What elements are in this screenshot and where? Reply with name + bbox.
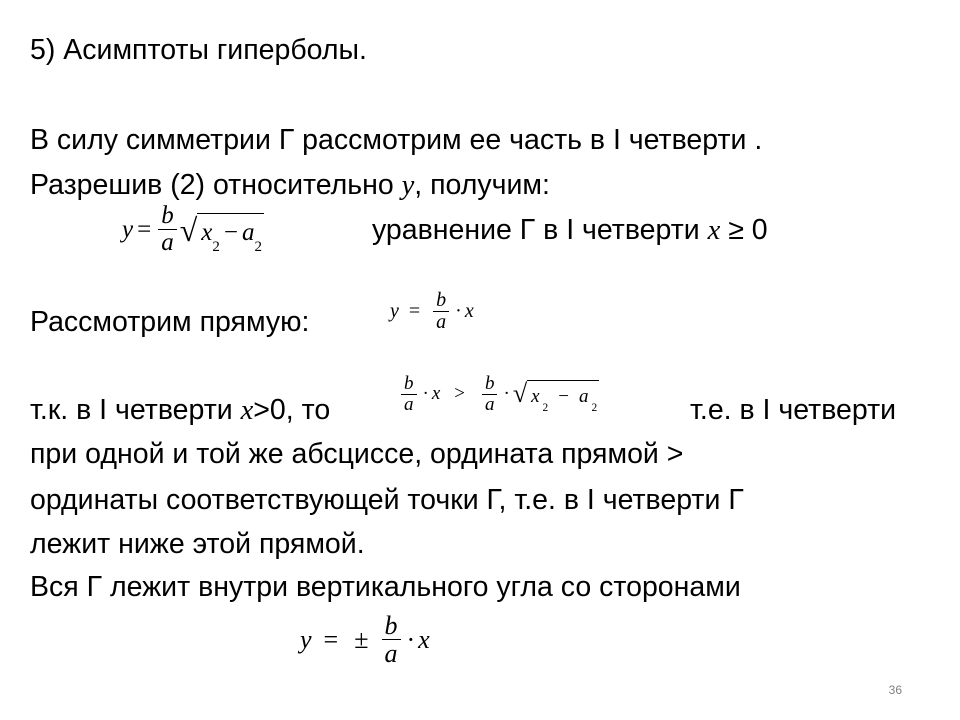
since-text-a: т.к. в I четверти <box>30 394 241 426</box>
solve-text-a: Разрешив (2) относительно <box>30 169 402 201</box>
f3-dot1: · <box>422 383 429 405</box>
f4-var: x <box>418 624 430 654</box>
eq-note-text: уравнение Г в I четверти <box>372 214 708 246</box>
paragraph-abscissa: при одной и той же абсциссе, ордината прямой > <box>30 438 684 470</box>
f3-radicand: x 2 − a 2 <box>527 380 599 408</box>
paragraph-solve <box>30 168 550 203</box>
paragraph-since-prefix <box>30 393 330 428</box>
f3-den2: a <box>482 394 498 415</box>
formula-inequality <box>398 374 599 415</box>
f3-num1: b <box>404 373 414 394</box>
f3-dot2: · <box>503 383 510 405</box>
f2-dot: · <box>455 300 462 322</box>
radical-sign-icon: √ <box>512 379 528 409</box>
f1-num: b <box>161 202 174 229</box>
f3-minus: − <box>558 386 569 408</box>
f1-fraction <box>158 203 177 257</box>
f4-dot: · <box>406 624 416 654</box>
f3-gt: > <box>454 383 465 405</box>
f1-sqrt <box>179 211 264 255</box>
f1-x: x <box>201 218 213 246</box>
paragraph-since-suffix: т.е. в I четверти <box>690 394 897 426</box>
formula-asymptotes <box>300 612 430 668</box>
f2-var: x <box>464 300 474 322</box>
f1-minus: − <box>223 218 238 246</box>
f4-den: a <box>382 639 401 667</box>
since-var-x: x <box>240 395 254 426</box>
paragraph-vertical-angle: Вся Г лежит внутри вертикального угла со сторонами <box>30 571 741 603</box>
f1-equals: = <box>137 215 152 243</box>
paragraph-ordinates: ординаты соответствующей точки Г, т.е. в I четверти Г <box>30 484 744 516</box>
solve-text-b: , получим: <box>414 169 550 201</box>
paragraph-consider-line: Рассмотрим прямую: <box>30 306 310 338</box>
f1-a: a <box>242 218 255 246</box>
f3-a: a <box>578 386 589 408</box>
f2-fraction <box>433 290 449 333</box>
paragraph-symmetry: В силу симметрии Г рассмотрим ее часть в I четверти . <box>30 124 763 156</box>
f4-plus-minus: ± <box>354 624 369 654</box>
eq-note-var: x <box>707 215 721 246</box>
paragraph-below-line: лежит ниже этой прямой. <box>30 528 365 560</box>
f2-equals: = <box>408 300 421 322</box>
solve-var-y: y <box>401 170 415 201</box>
f4-num: b <box>384 611 398 640</box>
f3-sqrt <box>512 379 599 415</box>
f3-den1: a <box>401 394 417 415</box>
f4-lhs: y <box>300 624 312 654</box>
radical-sign-icon: √ <box>179 211 198 248</box>
f3-fraction2 <box>482 374 498 415</box>
slide-heading: 5) Асимптоты гиперболы. <box>30 34 367 66</box>
f3-x: x <box>531 386 540 408</box>
formula-asymptote-line <box>390 290 474 333</box>
f2-lhs: y <box>390 300 399 322</box>
equation-note <box>372 213 768 248</box>
eq-note-cond: ≥ 0 <box>720 214 768 246</box>
f3-x1: x <box>431 383 441 405</box>
f2-den: a <box>433 311 449 333</box>
f3-fraction1 <box>401 374 417 415</box>
f4-equals: = <box>323 624 339 654</box>
f1-den: a <box>158 229 177 256</box>
f1-radicand: x 2 − a 2 <box>197 213 264 247</box>
f1-lhs: y <box>122 215 134 243</box>
f2-num: b <box>436 289 447 311</box>
f3-num2: b <box>484 373 495 394</box>
page-number: 36 <box>888 683 902 697</box>
f4-fraction <box>382 612 401 668</box>
formula-hyperbola-branch <box>122 203 264 257</box>
since-text-b: >0, то <box>253 394 331 426</box>
